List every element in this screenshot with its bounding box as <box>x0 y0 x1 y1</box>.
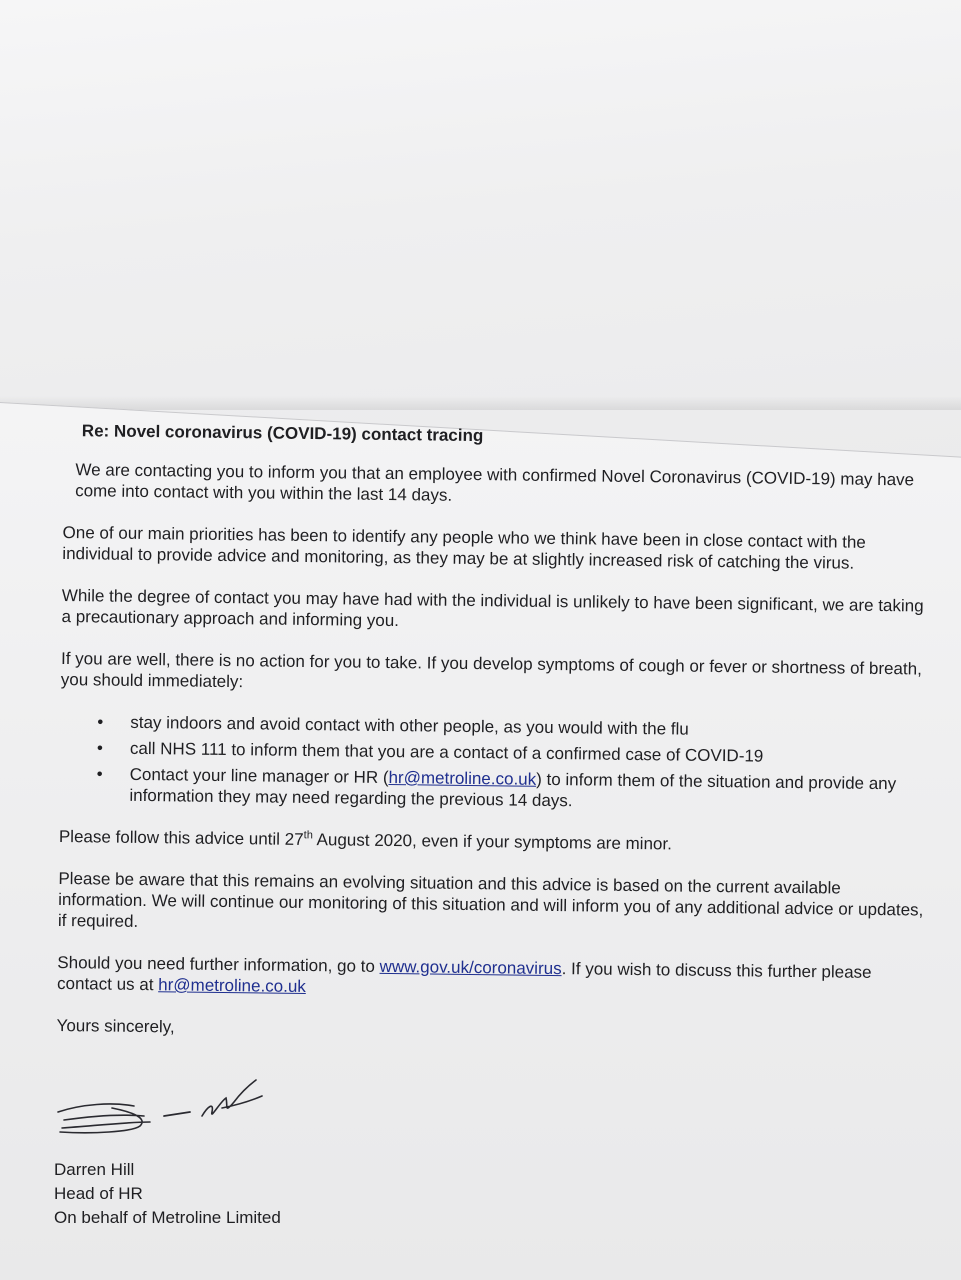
advice-call-nhs: call NHS 111 to inform them that you are a contact of a confirmed case of COVID-19 <box>129 738 764 766</box>
paragraph-follow-until <box>59 826 925 858</box>
advice-list <box>59 711 926 816</box>
date-suffix: th <box>303 829 313 842</box>
signatory-name: Darren Hill <box>54 1160 135 1179</box>
follow-until-post: August 2020, even if your symptoms are minor. <box>312 830 672 854</box>
paragraph-intro: We are contacting you to inform you that an employee with confirmed Novel Coronavirus (COVID-19) may have come into contact with you within the last 14 days. <box>75 460 915 505</box>
signatory-organisation: On behalf of Metroline Limited <box>54 1208 281 1227</box>
hr-email-link[interactable]: hr@metroline.co.uk <box>388 767 537 789</box>
further-info-mid: . If you wish to discuss this further please contact us at <box>56 959 872 995</box>
closing-salutation: Yours sincerely, <box>56 1015 175 1037</box>
advice-stay-indoors: stay indoors and avoid contact with other people, as you would with the flu <box>130 712 689 739</box>
bullet-icon: • <box>96 738 104 758</box>
list-item <box>59 763 925 816</box>
gov-coronavirus-link[interactable]: www.gov.uk/coronavirus <box>379 956 562 979</box>
bullet-icon: • <box>97 712 104 732</box>
fold-shadow <box>0 396 961 410</box>
signature-block <box>54 1158 281 1230</box>
paragraph-evolving: Please be aware that this remains an evolving situation and this advice is based on the current available information. We will continue our monitoring of this situation and will inform you of any additional advice or updates, if required. <box>57 868 924 931</box>
letter-body <box>56 420 930 1068</box>
bullet-icon: • <box>96 764 103 784</box>
paragraph-priorities: One of our main priorities has been to identify any people who we think have been in close contact with the individual to provide advice and monitoring, as they may be at slightly increased risk of catching the virus. <box>62 522 866 573</box>
paragraph-precaution: While the degree of contact you may have had with the individual is unlikely to have been significant, we are taking a precautionary approach and informing you. <box>61 585 924 631</box>
hr-email-link-footer[interactable]: hr@metroline.co.uk <box>158 975 306 996</box>
paragraph-symptoms: If you are well, there is no action for you to take. If you develop symptoms of cough or fever or shortness of breath, you should immediately: <box>60 648 922 692</box>
letter-subject: Re: Novel coronavirus (COVID-19) contact tracing <box>81 421 484 446</box>
paragraph-further-info <box>57 952 923 1005</box>
advice-contact-hr-pre: Contact your line manager or HR ( <box>129 764 389 787</box>
follow-until-pre: Please follow this advice until 27 <box>58 826 304 849</box>
handwritten-signature <box>52 1072 282 1142</box>
further-info-pre: Should you need further information, go to <box>57 952 380 976</box>
signatory-title: Head of HR <box>54 1184 143 1203</box>
advice-contact-hr-post: ) to inform them of the situation and provide any information they may need regarding the previous 14 days. <box>129 769 897 811</box>
